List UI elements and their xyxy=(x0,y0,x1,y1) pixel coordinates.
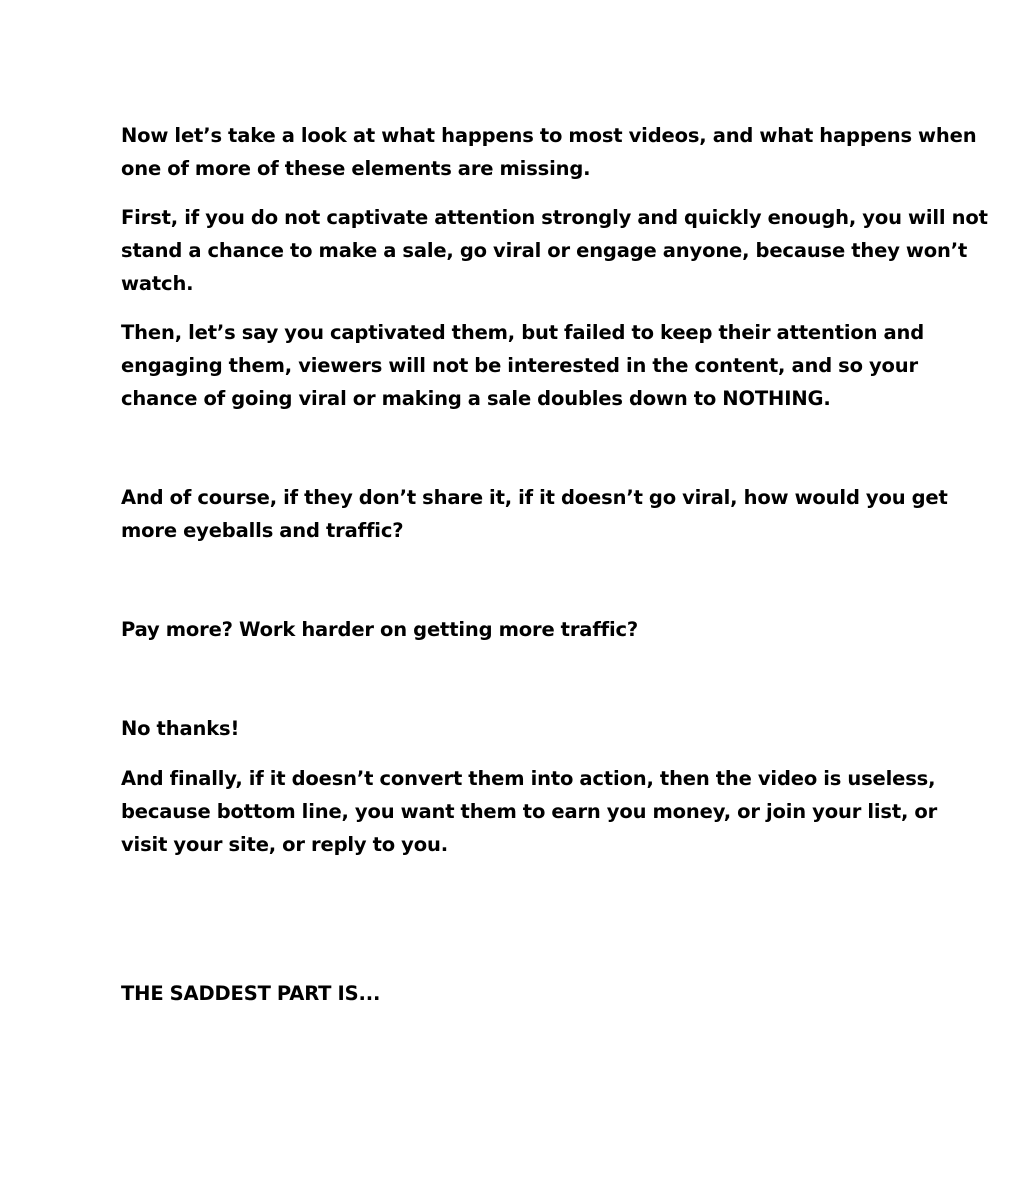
text-line: First, if you do not captivate attention strongly and quickly enough, you will not xyxy=(121,206,988,229)
paragraph-no-thanks xyxy=(121,712,911,745)
paragraph-engagement xyxy=(121,316,925,415)
paragraph-attention xyxy=(121,201,988,300)
paragraph-intro xyxy=(121,119,977,185)
text-line: And finally, if it doesn’t convert them into action, then the video is useless, xyxy=(121,767,936,790)
text-line: chance of going viral or making a sale doubles down to NOTHING. xyxy=(121,387,831,410)
text-line: No thanks! xyxy=(121,717,240,740)
paragraph-sharing xyxy=(121,481,948,547)
text-line: watch. xyxy=(121,272,194,295)
text-line: visit your site, or reply to you. xyxy=(121,833,448,856)
paragraph-pay-more xyxy=(121,613,911,646)
text-line: because bottom line, you want them to earn you money, or join your list, or xyxy=(121,800,938,823)
text-line: stand a chance to make a sale, go viral or engage anyone, because they won’t xyxy=(121,239,968,262)
text-line: engaging them, viewers will not be interested in the content, and so your xyxy=(121,354,918,377)
text-line: Pay more? Work harder on getting more traffic? xyxy=(121,618,639,641)
text-line: one of more of these elements are missing. xyxy=(121,157,591,180)
paragraph-saddest-part xyxy=(121,977,911,1010)
text-line: more eyeballs and traffic? xyxy=(121,519,404,542)
text-line: Now let’s take a look at what happens to most videos, and what happens when xyxy=(121,124,977,147)
text-line: THE SADDEST PART IS... xyxy=(121,982,381,1005)
paragraph-conversion xyxy=(121,762,938,861)
text-line: And of course, if they don’t share it, if it doesn’t go viral, how would you get xyxy=(121,486,948,509)
text-line: Then, let’s say you captivated them, but failed to keep their attention and xyxy=(121,321,925,344)
